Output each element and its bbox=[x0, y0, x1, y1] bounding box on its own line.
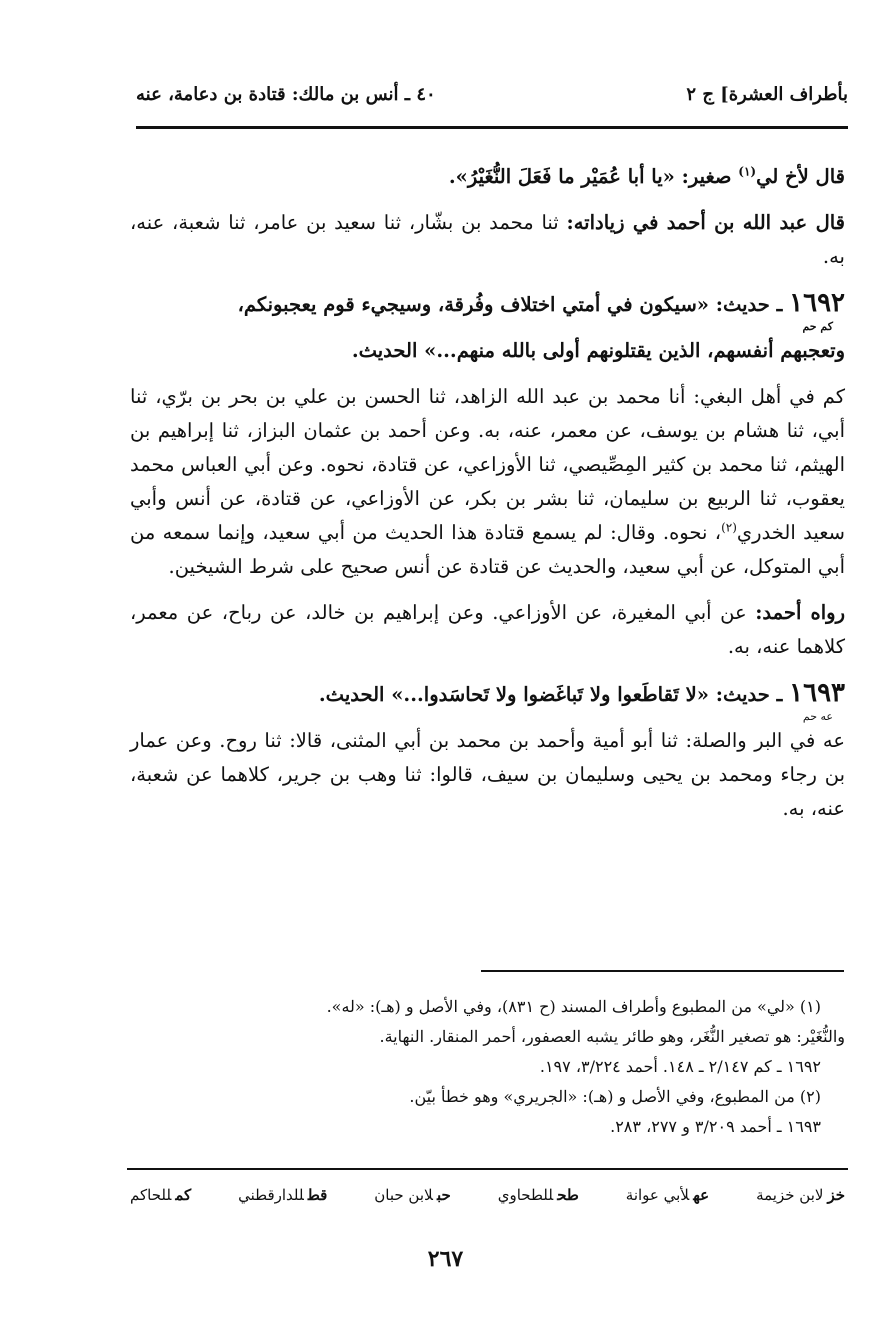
paragraph-4 bbox=[130, 596, 845, 664]
p3-text-b: ، نحوه. وقال: لم يسمع قتادة هذا الحديث من أبي سعيد، وإنما سمعه من أبي المتوكل، عن أبي سعيد، والحديث عن قتادة عن أنس صحيح على شرط الشيخين. bbox=[130, 521, 845, 578]
reference-1693: ١٦٩٣ ـ أحمد ٣/٢٠٩ و ٢٧٧، ٢٨٣. bbox=[610, 1117, 821, 1136]
footnote-rule bbox=[481, 970, 844, 972]
legend-item: حبلابن حبان bbox=[374, 1186, 451, 1204]
footnote-ref-2: (٢) bbox=[721, 520, 737, 535]
hadith-label-1693: ـ حديث: bbox=[708, 683, 790, 706]
p1-text-b: صغير: «يا أبا عُمَيْر ما فَعَلَ النُّغَيْرُ». bbox=[448, 165, 739, 188]
footnote-1: (١) «لي» من المطبوع وأطراف المسند (ح ٨٣١)، وفي الأصل و (هـ): «له». bbox=[326, 997, 821, 1016]
hadith-label-1692: ـ حديث: bbox=[708, 293, 790, 316]
hadith-number-1692: ١٦٩٢ bbox=[789, 288, 845, 318]
footnote-ref-1: (١) bbox=[738, 164, 757, 179]
hadith-text-1693: «لا تَقاطَعوا ولا تَباغَضوا ولا تَحاسَدوا...» الحديث. bbox=[318, 683, 709, 706]
header-rule bbox=[136, 126, 848, 129]
paragraph-1 bbox=[130, 160, 845, 194]
margin-sigla-1692: كم حم bbox=[802, 320, 833, 333]
running-header bbox=[136, 74, 848, 114]
legend-item: كمللحاكم bbox=[130, 1186, 192, 1204]
footnote-2: (٢) من المطبوع، وفي الأصل و (هـ): «الجريري» وهو خطأ بيّن. bbox=[409, 1087, 821, 1106]
p2-text: ثنا محمد بن بشّار، ثنا سعيد بن عامر، ثنا شعبة، عنه، به. bbox=[130, 211, 845, 268]
legend-rule bbox=[127, 1168, 848, 1170]
p4-text: عن أبي المغيرة، عن الأوزاعي. وعن إبراهيم بن خالد، عن رباح، عن معمر، كلاهما عنه، به. bbox=[130, 601, 845, 658]
legend-item: خزلابن خزيمة bbox=[756, 1186, 845, 1204]
page-number: ٢٦٧ bbox=[427, 1246, 464, 1272]
legend-item: قطللدارقطني bbox=[238, 1186, 328, 1204]
paragraph-2 bbox=[130, 206, 845, 274]
hadith-1692 bbox=[130, 286, 845, 368]
header-left: ٤٠ ـ أنس بن مالك: قتادة بن دعامة، عنه bbox=[136, 83, 436, 105]
p3-text-a: كم في أهل البغي: أنا محمد بن عبد الله الزاهد، ثنا الحسن بن علي بن بحر بن برّي، ثنا أبي، ثنا هشام بن يوسف، عن معمر، عنه، به. وعن أحمد بن عثمان البزاز، ثنا إبراهيم بن الهيثم، ثنا محمد بن كثير المِصِّيصي، ثنا الأوزاعي، عن قتادة، نحوه. وعن أبي العباس محمد يعقوب، ثنا الربيع بن سليمان، ثنا بشر بن بكر، عن الأوزاعي، عن قتادة، عن أنس وأبي سعيد الخدري bbox=[130, 385, 845, 544]
reference-1692: ١٦٩٢ ـ كم ٢/١٤٧ ـ ١٤٨. أحمد ٣/٢٢٤، ١٩٧. bbox=[539, 1057, 821, 1076]
p5-text: عه في البر والصلة: ثنا أبو أمية وأحمد بن محمد بن أبي المثنى، قالا: ثنا روح. وعن عمار بن رجاء ومحمد بن يحيى وسليمان بن سيف، قالوا: ثنا وهب بن جرير، كلاهما عن شعبة، عنه، به. bbox=[130, 729, 845, 820]
hadith-text-1692-b: وتعجبهم أنفسهم، الذين يقتلونهم أولى بالله منهم...» الحديث. bbox=[351, 339, 845, 362]
footnote-1-continued: والنُّغَيْر: هو تصغير النُّغَر، وهو طائر يشبه العصفور، أحمر المنقار. النهاية. bbox=[379, 1027, 845, 1046]
legend-item: عهلأبي عوانة bbox=[625, 1186, 710, 1204]
hadith-1693 bbox=[130, 676, 845, 712]
header-right: بأطراف العشرة] ج ٢ bbox=[686, 83, 848, 105]
margin-sigla-1693: عه حم bbox=[802, 710, 833, 723]
p1-text-a: قال لأخ لي bbox=[756, 165, 845, 188]
main-text bbox=[130, 160, 845, 838]
p4-lead: رواه أحمد: bbox=[755, 601, 845, 624]
p2-lead: قال عبد الله بن أحمد في زياداته: bbox=[566, 211, 845, 234]
hadith-text-1692-a: «سيكون في أمتي اختلاف وفُرقة، وسيجيء قوم يعجبونكم، bbox=[237, 293, 709, 316]
paragraph-3 bbox=[130, 380, 845, 584]
paragraph-5 bbox=[130, 724, 845, 826]
abbreviation-legend bbox=[130, 1186, 845, 1204]
footnotes bbox=[130, 992, 845, 1142]
hadith-number-1693: ١٦٩٣ bbox=[789, 678, 845, 708]
legend-item: طحللطحاوي bbox=[497, 1186, 579, 1204]
